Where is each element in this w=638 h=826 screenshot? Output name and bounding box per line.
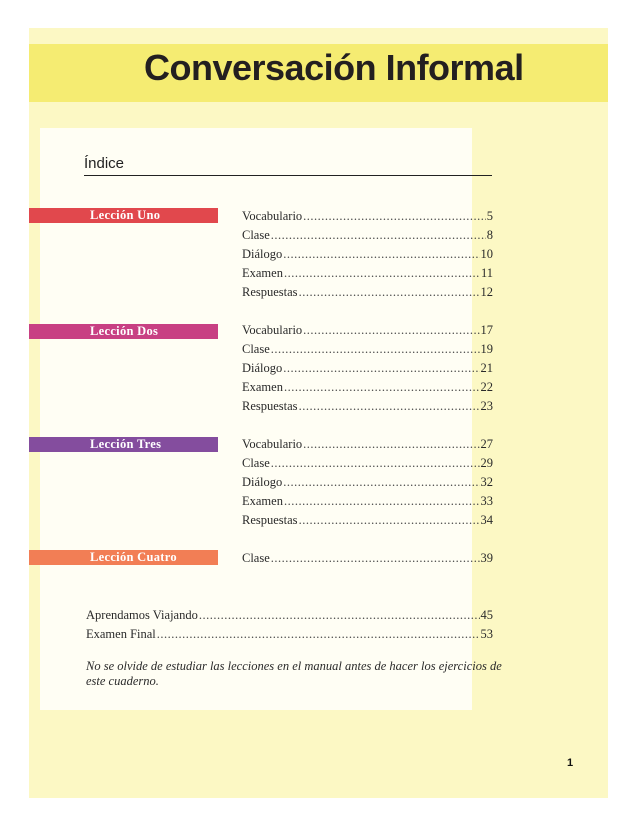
toc-entry[interactable]	[242, 360, 493, 377]
toc-entry-page: 53	[480, 627, 493, 641]
toc-entry-label: Diálogo	[242, 475, 283, 489]
toc-entry-page: 45	[480, 608, 493, 622]
toc-heading-rule	[84, 175, 492, 176]
toc-entry-label: Vocabulario	[242, 437, 303, 451]
dot-leader	[157, 626, 480, 643]
toc-entry-page: 27	[480, 437, 493, 451]
page-title: Conversación Informal	[144, 47, 524, 88]
toc-entry[interactable]	[242, 474, 493, 491]
dot-leader	[299, 398, 480, 415]
toc-entry-page: 22	[480, 380, 493, 394]
toc-entry-label: Vocabulario	[242, 209, 303, 223]
toc-entry-label: Clase	[242, 228, 270, 242]
toc-entry-label: Examen	[242, 380, 283, 394]
toc-entry-label: Examen	[242, 494, 283, 508]
toc-entry-extra[interactable]	[86, 626, 493, 643]
toc-entry[interactable]	[242, 208, 493, 225]
dot-leader	[303, 208, 486, 225]
toc-entry-extra[interactable]	[86, 607, 493, 624]
toc-entry-label: Aprendamos Viajando	[86, 608, 198, 622]
toc-entry-page: 17	[480, 323, 493, 337]
toc-entry-label: Respuestas	[242, 399, 298, 413]
toc-entry-page: 32	[480, 475, 493, 489]
toc-entry-page: 10	[480, 247, 493, 261]
toc-entry-page: 33	[480, 494, 493, 508]
toc-entry-page: 5	[486, 209, 493, 223]
dot-leader	[303, 436, 479, 453]
toc-entry-label: Examen	[242, 266, 283, 280]
toc-entry-page: 19	[480, 342, 493, 356]
toc-entry[interactable]	[242, 512, 493, 529]
toc-entry-page: 12	[480, 285, 493, 299]
toc-entry-page: 23	[480, 399, 493, 413]
dot-leader	[283, 474, 479, 491]
dot-leader	[271, 227, 486, 244]
dot-leader	[299, 284, 480, 301]
toc-entry[interactable]	[242, 379, 493, 396]
dot-leader	[271, 341, 480, 358]
toc-entry[interactable]	[242, 550, 493, 567]
toc-entry-label: Respuestas	[242, 285, 298, 299]
lesson-banner-cuatro: Lección Cuatro	[29, 550, 218, 565]
lesson-banner-uno: Lección Uno	[29, 208, 218, 223]
toc-entry[interactable]	[242, 436, 493, 453]
toc-entry-page: 34	[480, 513, 493, 527]
study-note: No se olvide de estudiar las lecciones en el manual antes de hacer los ejercicios de este cuaderno.	[86, 659, 502, 688]
toc-entry-label: Diálogo	[242, 247, 283, 261]
dot-leader	[271, 550, 480, 567]
toc-entry[interactable]	[242, 455, 493, 472]
toc-entry-label: Examen Final	[86, 627, 156, 641]
dot-leader	[284, 379, 480, 396]
toc-entry[interactable]	[242, 341, 493, 358]
toc-entry-page: 8	[486, 228, 493, 242]
dot-leader	[283, 246, 479, 263]
lesson-banner-dos: Lección Dos	[29, 324, 218, 339]
dot-leader	[299, 512, 480, 529]
dot-leader	[283, 360, 479, 377]
page-number: 1	[567, 757, 574, 769]
toc-entry-page: 39	[480, 551, 493, 565]
toc-entry[interactable]	[242, 398, 493, 415]
dot-leader	[271, 455, 480, 472]
toc-entry-page: 29	[480, 456, 493, 470]
toc-entry[interactable]	[242, 227, 493, 244]
toc-entry[interactable]	[242, 284, 493, 301]
toc-heading: Índice	[84, 155, 125, 172]
dot-leader	[284, 265, 480, 282]
toc-entry[interactable]	[242, 493, 493, 510]
toc-entry-label: Respuestas	[242, 513, 298, 527]
dot-leader	[199, 607, 480, 624]
toc-entry[interactable]	[242, 265, 493, 282]
toc-entry-page: 11	[480, 266, 493, 280]
toc-entry-label: Diálogo	[242, 361, 283, 375]
toc-entry[interactable]	[242, 322, 493, 339]
toc-entry-label: Clase	[242, 456, 270, 470]
dot-leader	[284, 493, 480, 510]
toc-entry-label: Clase	[242, 342, 270, 356]
toc-entry-label: Vocabulario	[242, 323, 303, 337]
toc-entry[interactable]	[242, 246, 493, 263]
toc-entry-page: 21	[480, 361, 493, 375]
lesson-banner-tres: Lección Tres	[29, 437, 218, 452]
dot-leader	[303, 322, 479, 339]
toc-entry-label: Clase	[242, 551, 270, 565]
